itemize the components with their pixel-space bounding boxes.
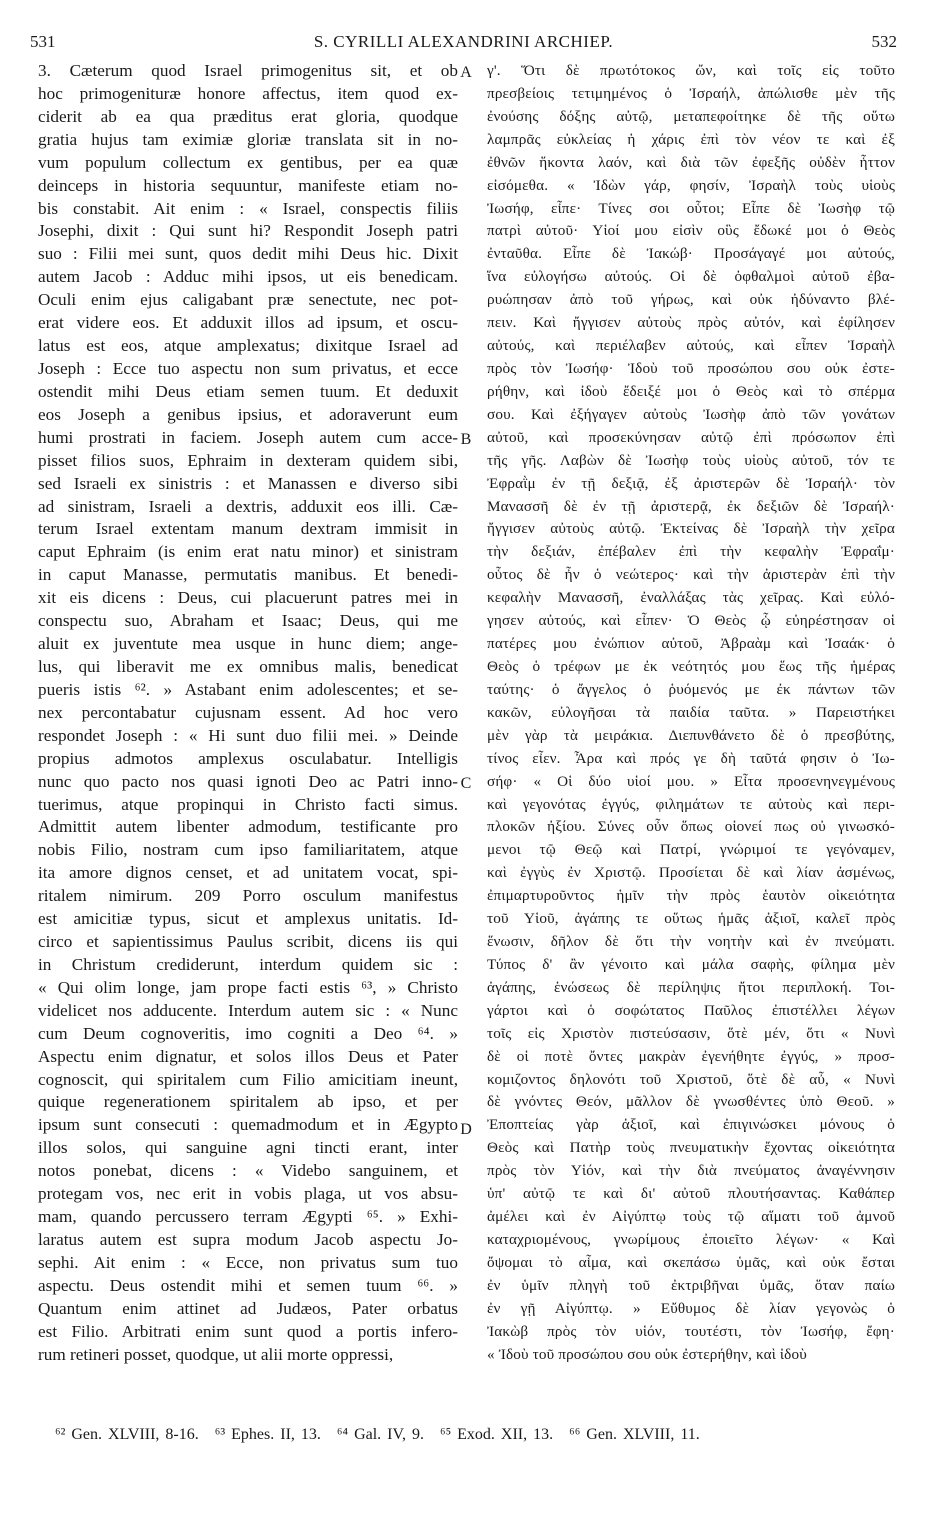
greek-text-line: ἤγγισεν αὐτοὺς αὐτῷ. Ἐκτείνας δὲ Ἰσραὴλ τὴν χεῖρα xyxy=(487,520,895,538)
greek-text-line: Ἰωσήφ, εἶπε· Τίνες σοι οὗτοι; Εἶπε δὲ Ἰωσὴφ τῷ xyxy=(487,199,895,217)
greek-text-line: ἕνωσιν, δῆλον δὲ ὅτι τὴν νοητὴν καὶ ἐν πνεύματι. xyxy=(487,933,895,951)
latin-text-line: circo et sapientissimus Paulus scribit, dicens iis qui xyxy=(38,932,458,952)
greek-text-line: κομιζοντος δηλονότι τοῦ Χριστοῦ, ὅτὲ δὲ αὖ, « Νυνὶ xyxy=(487,1070,895,1088)
latin-text-line: illos solos, qui sanguine agni tincti erant, inter xyxy=(38,1138,458,1158)
latin-text-line: in caput Manasse, permutatis manibus. Et benedi- xyxy=(38,565,458,585)
greek-text-line: ὄψομαι τὸ αἷμα, καὶ σκεπάσω ὑμᾶς, καὶ οὐκ ἔσται xyxy=(487,1253,895,1271)
latin-text-line: in Christum crediderunt, interdum quidem sic : xyxy=(38,954,458,974)
footnote-entry: ⁶² Gen. XLVIII, 8-16. xyxy=(55,1426,199,1443)
latin-text-line: tuerimus, atque propinqui in Christo facti simus. xyxy=(38,794,458,814)
greek-text-line: δὲ οἱ ποτὲ ὄντες μακρὰν ἐγενήθητε ἐγγύς, » προσ- xyxy=(487,1047,895,1065)
greek-text-line: Ἰακὼβ πρὸς τὸν υἱόν, τουτέστι, τὸν Ἰωσήφ, ἔφη· xyxy=(487,1322,895,1340)
greek-text-line: μενοι τῷ Θεῷ καὶ Πατρί, γνώριμοί τε γεγόναμεν, xyxy=(487,841,895,859)
greek-text-line: πατέρες μου ἐνώπιον αὐτοῦ, Ἀβραὰμ καὶ Ἰσαάκ· ὁ xyxy=(487,635,895,653)
latin-text-line: latus est eos, atque amplexatus; dixitque Israel ad xyxy=(38,336,458,356)
latin-text-line: nobis Filio, nostram cum ipso familiaritatem, atque xyxy=(38,840,458,860)
latin-text-line: notos ponebat, dicens : « Videbo sanguinem, et xyxy=(38,1161,458,1181)
latin-text-line: nex percontabatur cujusnam essent. Ad hoc vero xyxy=(38,702,458,722)
latin-text-line: est Filio. Arbitrati enim sunt quod a portis infero- xyxy=(38,1321,458,1341)
greek-text-line: εἰσόμεθα. « Ἰδὼν γάρ, φησίν, Ἰσραὴλ τοὺς υἱοὺς xyxy=(487,176,895,194)
latin-text-line: est amicitiæ typus, sicut et amplexus unitatis. Id- xyxy=(38,909,458,929)
greek-text-line: αὐτοῦ, καὶ προσεκύνησαν αὐτῷ ἐπὶ πρόσωπον ἐπὶ xyxy=(487,428,895,446)
page-header xyxy=(30,32,897,56)
margin-letter-c: C xyxy=(460,775,472,792)
latin-text-line: ipsum sunt consecuti : quemadmodum et in Ægypto xyxy=(38,1115,458,1135)
greek-text-line: Ἐποπτείας γὰρ ἀξιοῖ, καὶ ἐπιγινώσκει μόνους ὁ xyxy=(487,1116,895,1134)
greek-text-line: ἐν ὑμῖν πληγὴ τοῦ ἐκτριβῆναι ὑμᾶς, ὅταν παίω xyxy=(487,1276,895,1294)
greek-text-line: πατρὶ αὐτοῦ· Υἱοί μου εἰσὶν οὓς ἔδωκέ μοι ὁ Θεὸς xyxy=(487,222,895,240)
running-title: S. CYRILLI ALEXANDRINI ARCHIEP. xyxy=(313,32,614,51)
latin-text-line: protegam vos, nec erit in vobis plaga, ut vos absu- xyxy=(38,1184,458,1204)
greek-text-line: ἀμέλει καὶ ἐν Αἰγύπτῳ τοὺς τῷ αἵματι τοῦ ἀμνοῦ xyxy=(487,1208,895,1226)
greek-column xyxy=(487,60,895,1367)
greek-text-line: Ἐφραῒμ ἐν τῇ δεξιᾷ, ἐξ ἀριστερῶν δὲ Ἰσραήλ· τὸν xyxy=(487,474,895,492)
footnotes xyxy=(55,1426,867,1444)
footnote-entry: ⁶⁴ Gal. IV, 9. xyxy=(336,1426,424,1443)
greek-text-line: πρεσβείοις τετιμημένος ὁ Ἰσραήλ, ἀπώλισθε μὲν τῆς xyxy=(487,84,895,102)
greek-text-line: κακῶν, εὐλογῆσαι τὰ παιδία ταῦτα. » Παρειστήκει xyxy=(487,703,895,721)
latin-text-line: cognoscit, qui spiritalem cum Filio amicitiam ineunt, xyxy=(38,1069,458,1089)
greek-text-line: τοῖς εἰς Χριστὸν πιστεύσασιν, ὅτὲ μέν, ὅτι « Νυνὶ xyxy=(487,1024,895,1042)
greek-text-line: δὲ γνόντες Θεόν, μᾶλλον δὲ γνωσθέντες ὑπὸ Θεοῦ. » xyxy=(487,1093,895,1111)
latin-text-line: ciderit ab ea qua præditus erat gloria, quodque xyxy=(38,106,458,126)
latin-text-line: quique regenerationem spiritalem ab ipso, et per xyxy=(38,1092,458,1112)
greek-text-line: γησεν αὐτούς, καὶ εἶπεν· Ὁ Θεὸς ᾧ εὐηρέστησαν οἱ xyxy=(487,612,895,630)
latin-text-line: lus, qui liberavit me ex omnibus malis, benedicat xyxy=(38,656,458,676)
latin-text-line: respondet Joseph : « Hi sunt duo filii mei. » Deinde xyxy=(38,725,458,745)
latin-text-line: videlicet nos adducente. Interdum autem sic : « Nunc xyxy=(38,1000,458,1020)
latin-text-line: pisset filios suos, Ephraim in dexteram quidem sibi, xyxy=(38,450,458,470)
latin-text-line: pueris istis ⁶². » Astabant enim adolescentes; et se- xyxy=(38,679,458,699)
greek-text-line: ἐπιμαρτυροῦντος ἡμῖν τὴν πρὸς ἑαυτὸν οἰκειότητα xyxy=(487,887,895,905)
greek-text-line: καὶ ἐγγὺς ἐν Χριστῷ. Προσίεται δὲ καὶ λίαν ἀσμένως, xyxy=(487,864,895,882)
latin-text-line: bis constabit. Ait enim : « Israel, conspectis filiis xyxy=(38,198,458,218)
footnote-entry: ⁶³ Ephes. II, 13. xyxy=(214,1426,321,1443)
latin-text-line: nunc quo pacto nos quasi ignoti Deo ac Patri inno- xyxy=(38,771,458,791)
greek-text-line: οὗτος δὲ ἦν ὁ νεώτερος· καὶ τὴν ἀριστερὰν ἐπὶ τὴν xyxy=(487,566,895,584)
latin-text-line: eos Joseph a genibus ipsius, et adoraverunt eum xyxy=(38,404,458,424)
greek-text-line: ἀγάπης, ἑνώσεως δὲ περίληψις ἤτοι περιπλοκή. Τοι- xyxy=(487,978,895,996)
greek-text-line: τοῦ Υἱοῦ, ἀγάπης τε οὕτως ἡμᾶς ἀξιοῖ, καλεῖ πρὸς xyxy=(487,910,895,928)
latin-text-line: suo : Filii mei sunt, quos dedit mihi Deus hic. Dixit xyxy=(38,244,458,264)
latin-text-line: sed Israeli ex sinistris : et Manassen e diverso sibi xyxy=(38,473,458,493)
latin-text-line: erat videre eos. Et adduxit illos ad ipsum, et oscu- xyxy=(38,313,458,333)
greek-text-line: Μανασσῆ δὲ ἐν τῇ ἀριστερᾷ, ἐκ δεξιῶν δὲ Ἰσραήλ· xyxy=(487,497,895,515)
latin-text-line: hoc primogenituræ honore affectus, item quod ex- xyxy=(38,83,458,103)
greek-text-line: πειν. Καὶ ἤγγισεν αὐτοὺς πρὸς αὐτόν, καὶ ἐφίλησεν xyxy=(487,314,895,332)
page-number-right: 532 xyxy=(871,32,897,51)
greek-text-line: γάρτοι καὶ ὁ σοφώτατος Παῦλος ἐπιστέλλει λέγων xyxy=(487,1001,895,1019)
latin-text-line: autem Jacob : Adduc mihi ipsos, ut eis benedicam. xyxy=(38,267,458,287)
greek-text-line: τῆς γῆς. Λαβὼν δὲ Ἰωσὴφ τοὺς υἱοὺς αὐτοῦ, τόν τε xyxy=(487,451,895,469)
latin-text-line: humi prostrati in faciem. Joseph autem cum acce- xyxy=(38,427,458,447)
latin-text-line: aspectu. Deus ostendit mihi et semen tuum ⁶⁶. » xyxy=(38,1275,458,1295)
greek-text-line: καὶ γεγονότας ἐγγύς, φιλημάτων τε αὐτοὺς καὶ περι- xyxy=(487,795,895,813)
latin-text-line: ritalem nimirum. 209 Porro osculum manifestus xyxy=(38,886,458,906)
greek-text-line: « Ἰδοὺ τοῦ προσώπου σου οὐκ ἐστερήθην, καὶ ἰδοὺ xyxy=(487,1345,807,1363)
latin-text-line: Admittit autem libenter admodum, testificante pro xyxy=(38,817,458,837)
latin-text-line: conspectu suo, Abraham et Isaac; Deus, qui me xyxy=(38,611,458,631)
latin-text-line: caput Ephraim (is enim erat natu minor) et sinistram xyxy=(38,542,458,562)
greek-text-line: ρήθην, καὶ ἰδοὺ ἔδειξέ μοι ὁ Θεὸς καὶ τὸ σπέρμα xyxy=(487,382,895,400)
greek-text-line: τίνος εἶεν. Ἆρα καὶ πρός γε δὴ ταῦτά φησιν ὁ Ἰω- xyxy=(487,749,895,767)
latin-text-line: xit eis dicens : Deus, cui placuerunt patres mei in xyxy=(38,588,458,608)
greek-text-line: ὑπ' αὐτῷ τε καὶ δι' αὐτοῦ πλουτήσαντας. Καθάπερ xyxy=(487,1185,895,1203)
greek-text-line: τὴν δεξιάν, ἐπέβαλεν ἐπὶ τὴν κεφαλὴν Ἐφραΐμ· xyxy=(487,543,895,561)
latin-text-line: ostendit mihi Deus etiam semen tuum. Et deduxit xyxy=(38,381,458,401)
greek-text-line: Τύπος δ' ἂν γένοιτο καὶ μάλα σαφὴς, φίλημα μὲν xyxy=(487,955,895,973)
page-number-left: 531 xyxy=(30,32,56,51)
greek-text-line: ἐνταῦθα. Εἶπε δὲ Ἰακώβ· Προσάγαγέ μοι αὐτούς, xyxy=(487,245,895,263)
latin-text-line: Quantum enim attinet ad Judæos, Pater orbatus xyxy=(38,1298,458,1318)
latin-text-line: Oculi enim ejus caligabant præ senectute, nec pot- xyxy=(38,290,458,310)
latin-text-line: sephi. Ait enim : « Ecce, non privatus sum tuo xyxy=(38,1252,458,1272)
latin-text-line: propius admotos amplexus osculabatur. Intelligis xyxy=(38,748,458,768)
margin-letter-b: B xyxy=(460,431,472,448)
greek-text-line: Θεὸς καὶ Πατὴρ τοὺς πνευματικὴν ἔχοντας οἰκειότητα xyxy=(487,1139,895,1157)
greek-text-line: ἐν γῇ Αἰγύπτῳ. » Εὔθυμος δὲ λίαν γεγονὼς ὁ xyxy=(487,1299,895,1317)
greek-text-line: γ'. Ὅτι δὲ πρωτότοκος ὤν, καὶ τοῖς εἰς τοῦτο xyxy=(487,62,895,79)
greek-text-line: μὲν γὰρ τὰ μειράκια. Διεπυνθάνετο δὲ ὁ πρεσβύτης, xyxy=(487,726,895,744)
margin-letter-d: D xyxy=(460,1121,472,1138)
greek-text-line: πρὸς τὸν Ἰωσήφ· Ἰδοὺ τοῦ προσώπου σου οὐκ ἐστε- xyxy=(487,359,895,377)
latin-text-line: Joseph : Ecce tuo aspectu non sum privatus, et ecce xyxy=(38,358,458,378)
greek-text-line: Θεὸς ὁ τρέφων με ἐκ νεότητός μου ἕως τῆς ἡμέρας xyxy=(487,657,895,675)
latin-text-line: 3. Cæterum quod Israel primogenitus sit, et ob xyxy=(38,61,458,80)
latin-text-line: aluit ex juventute mea usque in hunc diem; ange- xyxy=(38,634,458,654)
latin-text-line: ita amore dignos censet, et ad unitatem vocat, spi- xyxy=(38,863,458,883)
latin-text-line: mam, quando percussero terram Ægypti ⁶⁵. » Exhi- xyxy=(38,1207,458,1227)
latin-text-line: gratia hujus tam eximiæ gloriæ translata sit in no- xyxy=(38,129,458,149)
greek-text-line: σήφ· « Οἱ δύο υἱοί μου. » Εἶτα προσενηνεγμένους xyxy=(487,772,895,790)
greek-text-line: σου. Καὶ ἐξήγαγεν αὐτοὺς Ἰωσὴφ ἀπὸ τῶν γονάτων xyxy=(487,405,895,423)
greek-text-line: αὐτούς, καὶ περιέλαβεν αὐτούς, καὶ εἶπεν Ἰσραὴλ xyxy=(487,337,895,355)
latin-text-line: deinceps in historia sequuntur, manifeste etiam no- xyxy=(38,175,458,195)
margin-letter-a: A xyxy=(460,64,472,81)
latin-text-line: ad sinistram, Israeli a dextris, adduxit eos illi. Cæ- xyxy=(38,496,458,516)
greek-text-line: λαμπρᾶς εὐκλείας ἡ χάρις ἐπὶ τὸν νέον τε καὶ ἐξ xyxy=(487,130,895,148)
latin-text-line: terum Israel extentam manum dextram immisit in xyxy=(38,519,458,539)
greek-text-line: ἵνα εὐλογήσω αὐτούς. Οἱ δὲ ὀφθαλμοὶ αὐτοῦ ἐβα- xyxy=(487,268,895,286)
latin-text-line: cum Deum cognoveritis, imo cogniti a Deo ⁶⁴. » xyxy=(38,1023,458,1043)
latin-text-line: laratus autem est supra modum Jacob aspectu Jo- xyxy=(38,1230,458,1250)
greek-text-line: καταχριομένους, γνωρίμους ἐποιεῖτο λέγων· « Καὶ xyxy=(487,1231,895,1249)
greek-text-line: ἐθνῶν ἥκοντα λαόν, καὶ διὰ τῶν ἐφεξῆς οὐδὲν ἧττον xyxy=(487,153,895,171)
greek-text-line: ταύτης· ὁ ἄγγελος ὁ ῥυόμενός με ἐκ πάντων τῶν xyxy=(487,680,895,698)
latin-text-line: Josephi, dixit : Qui sunt hi? Respondit Joseph patri xyxy=(38,221,458,241)
greek-text-line: πρὸς τὸν Υἱόν, καὶ τὴν διὰ πνεύματος ἀναγέννησιν xyxy=(487,1162,895,1180)
latin-text-line: vum populum collectum ex gentibus, per ea quæ xyxy=(38,152,458,172)
greek-text-line: πλοκῶν ἠξίου. Σύνες οὖν ὅπως οἱονεί πως οὐ γινωσκό- xyxy=(487,818,895,836)
latin-text-line: Aspectu enim dignatur, et solos illos Deus et Pater xyxy=(38,1046,458,1066)
greek-text-line: κεφαλὴν Μανασσῆ, ἐναλλάξας τὰς χεῖρας. Καὶ εὐλό- xyxy=(487,589,895,607)
latin-text-line: « Qui olim longe, jam prope facti estis ⁶³, » Christo xyxy=(38,977,458,997)
footnote-entry: ⁶⁶ Gen. XLVIII, 11. xyxy=(569,1426,700,1443)
latin-text-line: rum retineri posset, quodque, ut alii morte oppressi, xyxy=(38,1344,394,1364)
greek-text-line: ρυώπησαν ἀπὸ τοῦ γήρως, καὶ οὐκ ἠδύναντο βλέ- xyxy=(487,291,895,309)
greek-text-line: ἐνούσης δόξης αὐτῷ, μεταπεφοίτηκε δὲ τῆς οὕτω xyxy=(487,107,895,125)
latin-column xyxy=(38,60,458,1367)
footnote-entry: ⁶⁵ Exod. XII, 13. xyxy=(439,1426,554,1443)
